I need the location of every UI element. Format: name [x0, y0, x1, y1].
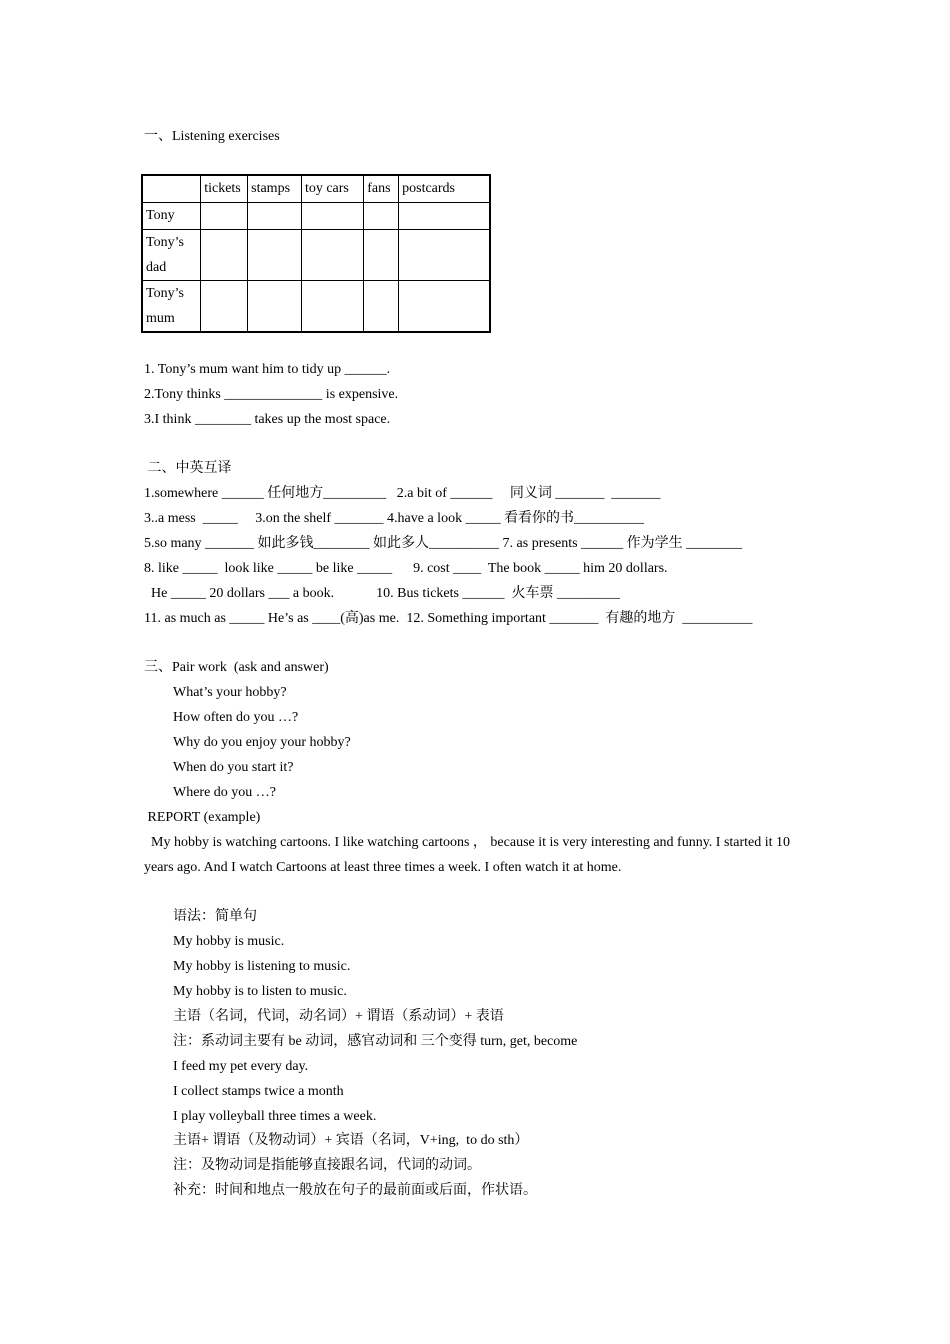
- answer-cell[interactable]: [248, 202, 302, 229]
- grammar-line: My hobby is music.: [173, 934, 285, 949]
- table-header-cell: [142, 175, 201, 202]
- answer-cell[interactable]: [301, 202, 363, 229]
- listening-table: [141, 174, 491, 333]
- section-1-heading: 一、Listening exercises: [144, 129, 280, 144]
- grammar-line: My hobby is to listen to music.: [173, 984, 347, 999]
- translation-line: He _____ 20 dollars ___ a book. 10. Bus tickets ______ 火车票 _________: [144, 586, 620, 601]
- answer-cell[interactable]: [399, 280, 490, 332]
- table-row: [142, 202, 490, 229]
- answer-cell[interactable]: [301, 229, 363, 280]
- row-label: Tony: [142, 202, 201, 229]
- pair-question: What’s your hobby?: [173, 685, 287, 700]
- answer-cell[interactable]: [201, 202, 248, 229]
- table-row: [142, 229, 490, 280]
- listening-question-2: 2.Tony thinks ______________ is expensive.: [144, 387, 399, 402]
- table-header-cell: postcards: [399, 175, 490, 202]
- table-header-cell: tickets: [201, 175, 248, 202]
- listening-question-3: 3.I think ________ takes up the most space.: [144, 412, 391, 427]
- table-row: [142, 280, 490, 332]
- answer-cell[interactable]: [399, 202, 490, 229]
- answer-cell[interactable]: [301, 280, 363, 332]
- report-text-line: years ago. And I watch Cartoons at least three times a week. I often watch it at home.: [144, 860, 622, 875]
- pair-question: How often do you …?: [173, 710, 299, 725]
- grammar-line: 注：及物动词是指能够直接跟名词，代词的动词。: [173, 1158, 481, 1173]
- answer-cell[interactable]: [364, 229, 399, 280]
- grammar-line: 注：系动词主要有 be 动词，感官动词和 三个变得 turn, get, become: [173, 1034, 578, 1049]
- pair-question: When do you start it?: [173, 760, 294, 775]
- grammar-line: I play volleyball three times a week.: [173, 1109, 377, 1124]
- section-2-heading: 二、中英互译: [144, 461, 232, 476]
- table-header-row: [142, 175, 490, 202]
- section-3-heading: 三、Pair work (ask and answer): [144, 660, 329, 675]
- translation-line: 3..a mess _____ 3.on the shelf _______ 4.have a look _____ 看看你的书__________: [144, 511, 645, 526]
- table-header-cell: fans: [364, 175, 399, 202]
- translation-line: 11. as much as _____ He’s as ____(高)as me. 12. Something important _______ 有趣的地方 __________: [144, 611, 753, 626]
- answer-cell[interactable]: [399, 229, 490, 280]
- translation-line: 1.somewhere ______ 任何地方_________ 2.a bit of ______ 同义词 _______ _______: [144, 486, 661, 501]
- answer-cell[interactable]: [248, 280, 302, 332]
- grammar-line: 主语+ 谓语（及物动词）+ 宾语（名词，V+ing, to do sth）: [173, 1133, 529, 1148]
- pair-question: Why do you enjoy your hobby?: [173, 735, 351, 750]
- translation-line: 8. like _____ look like _____ be like _____ 9. cost ____ The book _____ him 20 dollars.: [144, 561, 668, 576]
- row-label: Tony’s dad: [142, 229, 201, 280]
- answer-cell[interactable]: [364, 280, 399, 332]
- row-label: Tony’s mum: [142, 280, 201, 332]
- listening-question-1: 1. Tony’s mum want him to tidy up ______.: [144, 362, 391, 377]
- translation-line: 5.so many _______ 如此多钱________ 如此多人__________ 7. as presents ______ 作为学生 ________: [144, 536, 743, 551]
- answer-cell[interactable]: [364, 202, 399, 229]
- grammar-line: I feed my pet every day.: [173, 1059, 309, 1074]
- answer-cell[interactable]: [201, 280, 248, 332]
- grammar-line: My hobby is listening to music.: [173, 959, 351, 974]
- table-header-cell: toy cars: [301, 175, 363, 202]
- report-text-line: My hobby is watching cartoons. I like watching cartoons ， because it is very interesting and funny. I started it 10: [144, 835, 791, 850]
- grammar-line: I collect stamps twice a month: [173, 1084, 344, 1099]
- answer-cell[interactable]: [248, 229, 302, 280]
- grammar-line: 主语（名词，代词，动名词）+ 谓语（系动词）+ 表语: [173, 1009, 504, 1024]
- grammar-line: 补充：时间和地点一般放在句子的最前面或后面，作状语。: [173, 1183, 537, 1198]
- pair-question: Where do you …?: [173, 785, 277, 800]
- report-label: REPORT (example): [144, 810, 261, 825]
- answer-cell[interactable]: [201, 229, 248, 280]
- grammar-heading: 语法：简单句: [173, 909, 257, 924]
- table-header-cell: stamps: [248, 175, 302, 202]
